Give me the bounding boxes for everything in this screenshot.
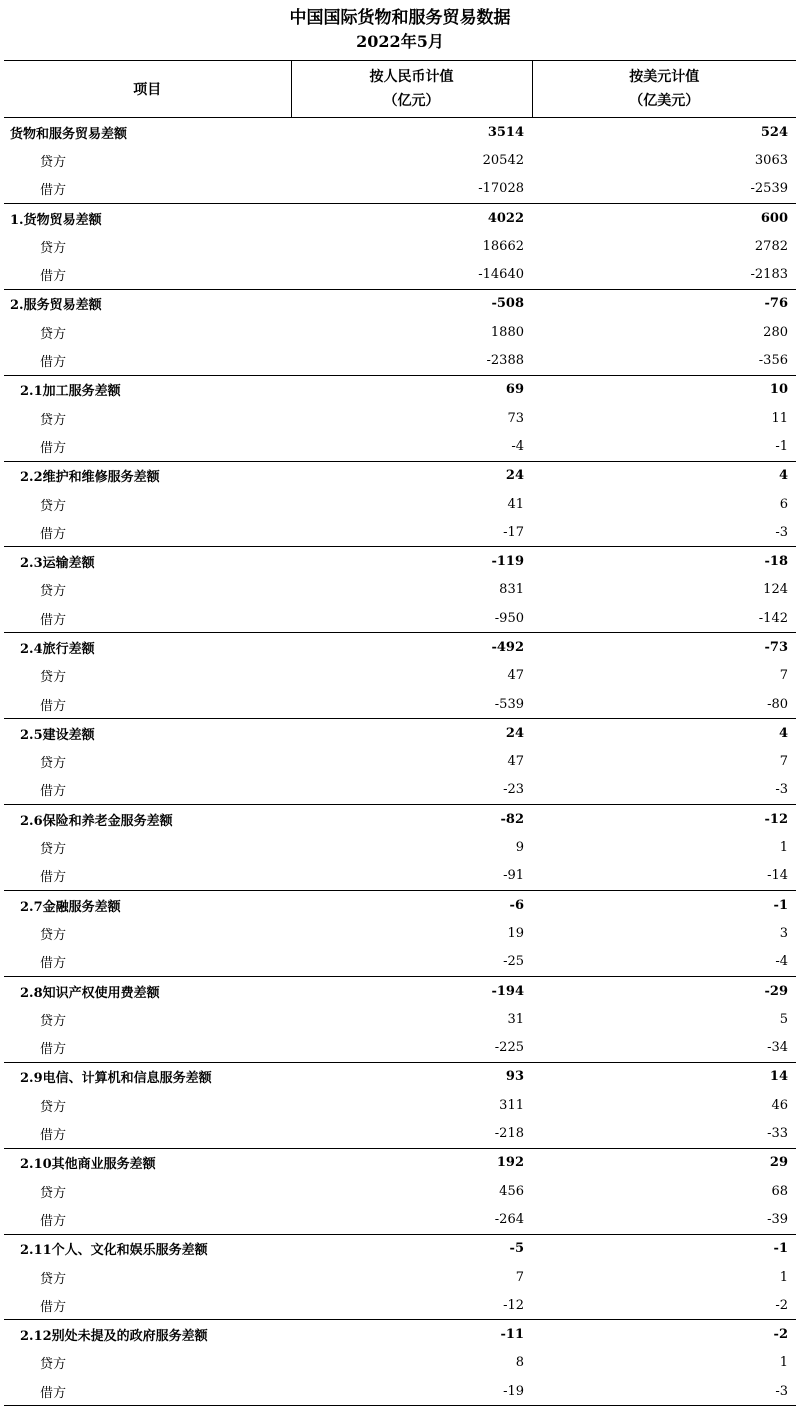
credit-label: 贷方 (40, 1357, 67, 1373)
debit-usd-value: -14 (767, 868, 788, 884)
credit-rmb-value: 18662 (482, 238, 524, 254)
credit-usd-value: 3 (779, 925, 788, 941)
credit-label: 贷方 (40, 1099, 67, 1115)
rmb-value: -119 (291, 547, 532, 576)
credit-row (4, 1177, 796, 1205)
debit-row (4, 518, 796, 547)
credit-label: 贷方 (40, 756, 67, 772)
debit-rmb-value: -264 (494, 1211, 524, 1227)
debit-usd-value: -80 (767, 696, 788, 712)
usd-value: -18 (532, 547, 796, 576)
debit-usd-value: -1 (775, 438, 788, 454)
balance-row (4, 805, 796, 834)
balance-row (4, 976, 796, 1005)
balance-row (4, 1062, 796, 1091)
debit-label: 借方 (4, 1377, 291, 1406)
debit-label: 借方 (40, 1213, 67, 1229)
debit-row (4, 1377, 796, 1406)
column-header-usd-title: 按美元计值 (629, 69, 700, 85)
column-header-rmb (291, 61, 532, 118)
rmb-value: 4022 (291, 203, 532, 232)
balance-row (4, 891, 796, 920)
usd-value: 4 (532, 461, 796, 490)
credit-rmb-value: 7 (515, 1269, 524, 1285)
rmb-value: 93 (291, 1062, 532, 1091)
debit-rmb-value: -19 (291, 1377, 532, 1406)
debit-row (4, 1205, 796, 1234)
row-label: 货物和服务贸易差额 (4, 118, 291, 147)
credit-label: 贷方 (40, 1271, 67, 1287)
debit-row (4, 175, 796, 204)
usd-value: 4 (532, 719, 796, 748)
credit-label: 贷方 (40, 584, 67, 600)
credit-rmb-value: 9 (515, 840, 524, 856)
credit-row (4, 490, 796, 518)
usd-value: -29 (532, 976, 796, 1005)
credit-label: 贷方 (40, 842, 67, 858)
column-header-usd (532, 61, 796, 118)
credit-row (4, 404, 796, 432)
debit-label: 借方 (40, 355, 67, 371)
debit-rmb-value: -17 (503, 524, 524, 540)
rmb-value: 192 (291, 1148, 532, 1177)
debit-row (4, 604, 796, 633)
page-title: 中国国际货物和服务贸易数据 (289, 8, 511, 28)
credit-row (4, 576, 796, 604)
credit-rmb-value: 31 (507, 1011, 524, 1027)
credit-row (4, 919, 796, 947)
debit-row (4, 1291, 796, 1320)
usd-value: -1 (532, 1234, 796, 1263)
usd-value: 524 (532, 118, 796, 147)
rmb-value: 69 (291, 375, 532, 404)
row-label: 2.1加工服务差额 (4, 375, 291, 404)
credit-usd-value: 2782 (754, 238, 788, 254)
credit-usd-value: 7 (779, 668, 788, 684)
column-header-rmb-unit: （亿元） (383, 93, 440, 109)
rmb-value: -11 (291, 1320, 532, 1349)
column-header-rmb-title: 按人民币计值 (369, 69, 454, 85)
credit-usd-value: 6 (779, 496, 788, 512)
credit-usd-value: 124 (763, 582, 788, 598)
debit-usd-value: -39 (767, 1211, 788, 1227)
balance-row (4, 289, 796, 318)
rmb-value: -6 (291, 891, 532, 920)
debit-row (4, 1119, 796, 1148)
credit-row (4, 833, 796, 861)
credit-rmb-value: 73 (507, 410, 524, 426)
credit-rmb-value: 47 (507, 754, 524, 770)
debit-row (4, 690, 796, 719)
credit-row (4, 318, 796, 346)
credit-rmb-value: 831 (499, 582, 524, 598)
trade-data-table (4, 60, 796, 1406)
table-body (4, 118, 796, 1406)
debit-rmb-value: -218 (494, 1126, 524, 1142)
debit-row (4, 862, 796, 891)
row-label: 2.5建设差额 (4, 719, 291, 748)
debit-rmb-value: -539 (494, 696, 524, 712)
debit-rmb-value: -17028 (478, 181, 524, 197)
debit-rmb-value: -91 (503, 868, 524, 884)
credit-label: 贷方 (40, 154, 67, 170)
balance-row (4, 118, 796, 147)
credit-label: 贷方 (40, 498, 67, 514)
credit-usd-value: 46 (771, 1097, 788, 1113)
debit-row (4, 260, 796, 289)
debit-row (4, 1034, 796, 1063)
debit-usd-value: -2183 (750, 267, 788, 283)
credit-row (4, 232, 796, 260)
debit-label: 借方 (40, 1128, 67, 1144)
debit-usd-value: -34 (767, 1040, 788, 1056)
debit-label: 借方 (40, 440, 67, 456)
rmb-value: -508 (291, 289, 532, 318)
debit-row (4, 948, 796, 977)
debit-rmb-value: -23 (503, 782, 524, 798)
debit-usd-value: -3 (775, 524, 788, 540)
credit-row (4, 748, 796, 776)
debit-rmb-value: -4 (511, 438, 524, 454)
debit-label: 借方 (40, 698, 67, 714)
debit-label: 借方 (40, 956, 67, 972)
debit-usd-value: -3 (775, 782, 788, 798)
debit-label: 借方 (40, 1299, 67, 1315)
debit-usd-value: -4 (775, 954, 788, 970)
balance-row (4, 547, 796, 576)
rmb-value: -194 (291, 976, 532, 1005)
row-label: 2.3运输差额 (4, 547, 291, 576)
row-label: 2.9电信、计算机和信息服务差额 (4, 1062, 291, 1091)
usd-value: 10 (532, 375, 796, 404)
row-label: 2.服务贸易差额 (4, 289, 291, 318)
row-label: 2.2维护和维修服务差额 (4, 461, 291, 490)
credit-usd-value: 1 (779, 840, 788, 856)
column-header-usd-unit: （亿美元） (629, 93, 700, 109)
column-header-item: 项目 (4, 61, 291, 118)
credit-rmb-value: 20542 (482, 152, 524, 168)
debit-label: 借方 (40, 870, 67, 886)
credit-label: 贷方 (40, 927, 67, 943)
credit-rmb-value: 19 (507, 925, 524, 941)
credit-row (4, 1091, 796, 1119)
credit-label: 贷方 (40, 326, 67, 342)
credit-rmb-value: 41 (507, 496, 524, 512)
credit-label: 贷方 (40, 1013, 67, 1029)
credit-label: 贷方 (40, 670, 67, 686)
debit-usd-value: -2 (775, 1297, 788, 1313)
credit-rmb-value: 456 (499, 1183, 524, 1199)
debit-usd-value: -356 (758, 353, 788, 369)
credit-usd-value: 3063 (754, 152, 788, 168)
credit-usd-value: 5 (779, 1011, 788, 1027)
row-label: 2.6保险和养老金服务差额 (4, 805, 291, 834)
row-label: 2.4旅行差额 (4, 633, 291, 662)
rmb-value: 24 (291, 461, 532, 490)
table-header-row (4, 61, 796, 118)
rmb-value: 3514 (291, 118, 532, 147)
credit-label: 贷方 (40, 1185, 67, 1201)
page-subtitle: 2022年5月 (356, 32, 444, 51)
credit-usd-value: 1 (779, 1269, 788, 1285)
credit-usd-value: 11 (771, 410, 788, 426)
usd-value: -12 (532, 805, 796, 834)
row-label: 2.7金融服务差额 (4, 891, 291, 920)
balance-row (4, 375, 796, 404)
debit-rmb-value: -225 (494, 1040, 524, 1056)
debit-rmb-value: -12 (503, 1297, 524, 1313)
credit-usd-value: 1 (779, 1355, 788, 1371)
credit-usd-value: 7 (779, 754, 788, 770)
debit-row (4, 432, 796, 461)
usd-value: 14 (532, 1062, 796, 1091)
rmb-value: -492 (291, 633, 532, 662)
row-label: 2.11个人、文化和娱乐服务差额 (4, 1234, 291, 1263)
credit-row (4, 1349, 796, 1377)
row-label: 2.8知识产权使用费差额 (4, 976, 291, 1005)
debit-row (4, 346, 796, 375)
usd-value: 600 (532, 203, 796, 232)
debit-rmb-value: -2388 (486, 353, 524, 369)
balance-row (4, 1320, 796, 1349)
balance-row (4, 1148, 796, 1177)
debit-label: 借方 (40, 526, 67, 542)
credit-row (4, 662, 796, 690)
credit-rmb-value: 8 (515, 1355, 524, 1371)
debit-usd-value: -33 (767, 1126, 788, 1142)
credit-label: 贷方 (40, 240, 67, 256)
debit-label: 借方 (40, 1042, 67, 1058)
balance-row (4, 1234, 796, 1263)
usd-value: -73 (532, 633, 796, 662)
debit-label: 借方 (40, 183, 67, 199)
credit-row (4, 1005, 796, 1033)
debit-label: 借方 (40, 784, 67, 800)
balance-row (4, 461, 796, 490)
usd-value: -1 (532, 891, 796, 920)
debit-label: 借方 (40, 612, 67, 628)
credit-row (4, 146, 796, 174)
debit-rmb-value: -950 (494, 610, 524, 626)
debit-rmb-value: -14640 (478, 267, 524, 283)
credit-usd-value: 68 (771, 1183, 788, 1199)
debit-usd-value: -3 (532, 1377, 796, 1406)
credit-rmb-value: 311 (499, 1097, 524, 1113)
row-label: 1.货物贸易差额 (4, 203, 291, 232)
credit-usd-value: 280 (763, 324, 788, 340)
balance-row (4, 633, 796, 662)
credit-rmb-value: 1880 (490, 324, 524, 340)
debit-row (4, 776, 796, 805)
row-label: 2.10其他商业服务差额 (4, 1148, 291, 1177)
balance-row (4, 203, 796, 232)
debit-rmb-value: -25 (503, 954, 524, 970)
rmb-value: -82 (291, 805, 532, 834)
row-label: 2.12别处未提及的政府服务差额 (4, 1320, 291, 1349)
credit-row (4, 1263, 796, 1291)
balance-row (4, 719, 796, 748)
credit-label: 贷方 (40, 412, 67, 428)
rmb-value: -5 (291, 1234, 532, 1263)
debit-usd-value: -142 (758, 610, 788, 626)
usd-value: -76 (532, 289, 796, 318)
debit-label: 借方 (40, 269, 67, 285)
rmb-value: 24 (291, 719, 532, 748)
usd-value: 29 (532, 1148, 796, 1177)
credit-rmb-value: 47 (507, 668, 524, 684)
debit-usd-value: -2539 (750, 181, 788, 197)
usd-value: -2 (532, 1320, 796, 1349)
